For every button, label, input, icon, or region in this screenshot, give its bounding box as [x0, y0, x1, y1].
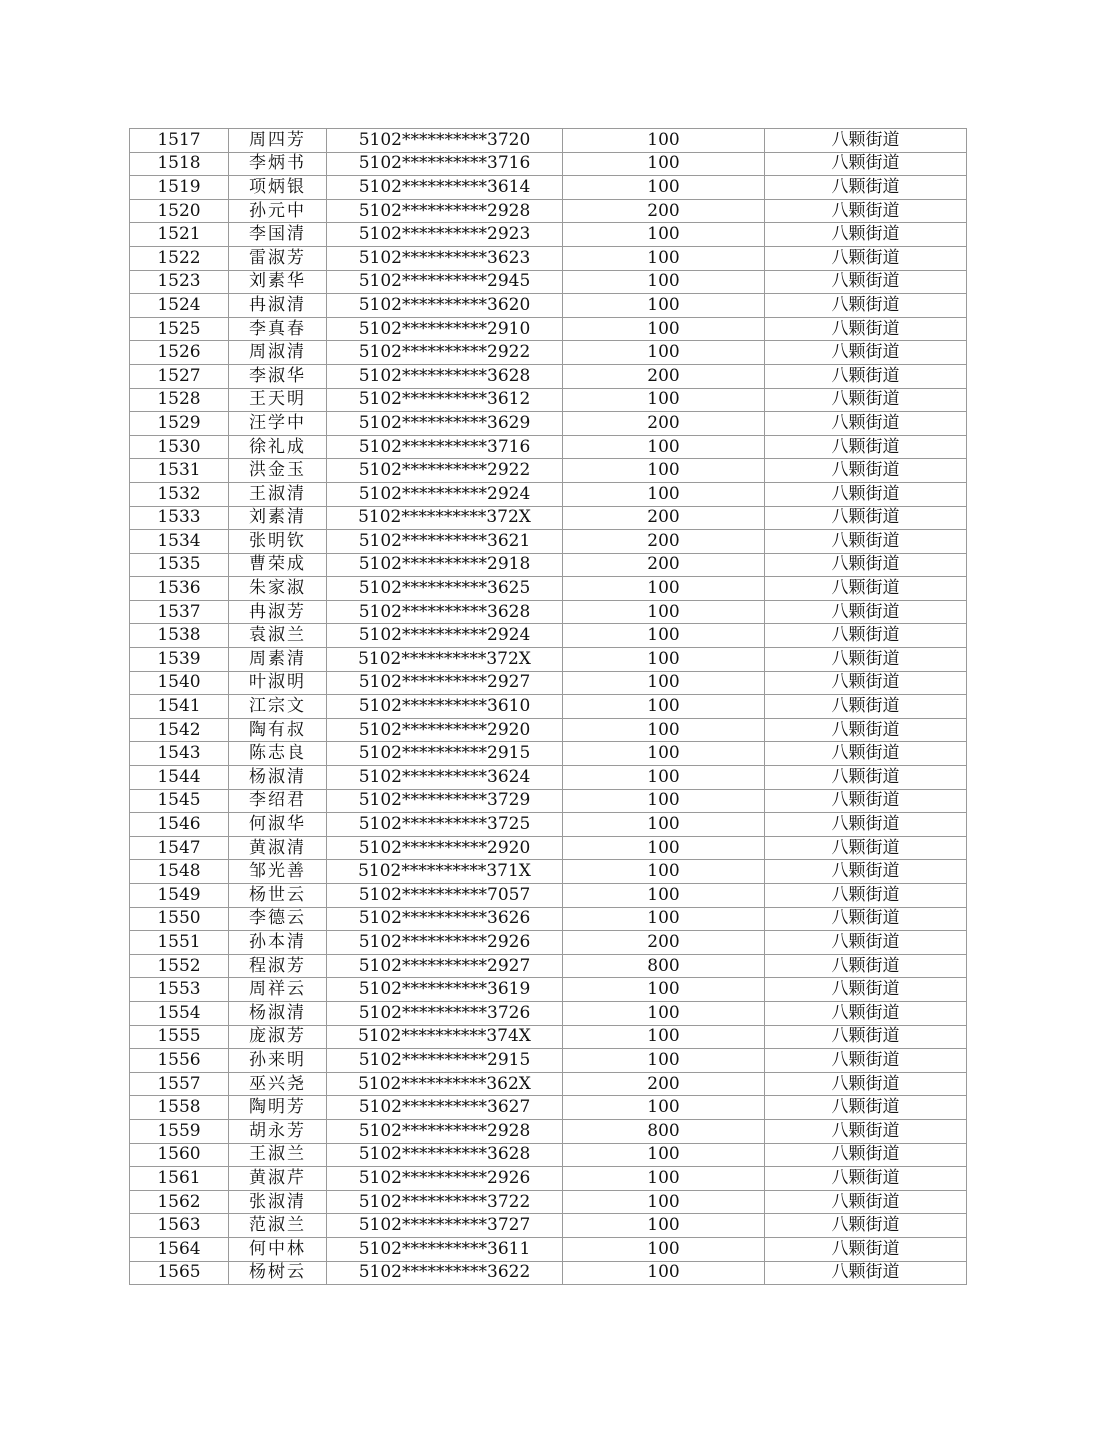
name-cell: 孙来明 [229, 1049, 327, 1073]
id-number-cell: 5102**********362X [327, 1072, 563, 1096]
table-row [130, 246, 967, 270]
id-number-cell: 5102**********2922 [327, 341, 563, 365]
row-number-cell: 1540 [130, 671, 229, 695]
table-row [130, 270, 967, 294]
row-number-cell: 1551 [130, 931, 229, 955]
name-cell: 朱家淑 [229, 577, 327, 601]
street-cell: 八颗街道 [765, 1167, 967, 1191]
amount-cell: 100 [563, 270, 765, 294]
street-cell: 八颗街道 [765, 648, 967, 672]
street-cell: 八颗街道 [765, 1119, 967, 1143]
id-number-cell: 5102**********3626 [327, 907, 563, 931]
name-cell: 杨淑清 [229, 766, 327, 790]
table-row [130, 648, 967, 672]
street-cell: 八颗街道 [765, 199, 967, 223]
id-number-cell: 5102**********3628 [327, 1143, 563, 1167]
id-number-cell: 5102**********3611 [327, 1237, 563, 1261]
street-cell: 八颗街道 [765, 506, 967, 530]
table-row [130, 1119, 967, 1143]
table-row [130, 317, 967, 341]
row-number-cell: 1561 [130, 1167, 229, 1191]
street-cell: 八颗街道 [765, 1190, 967, 1214]
id-number-cell: 5102**********3726 [327, 1001, 563, 1025]
amount-cell: 100 [563, 836, 765, 860]
id-number-cell: 5102**********2945 [327, 270, 563, 294]
id-number-cell: 5102**********2927 [327, 671, 563, 695]
street-cell: 八颗街道 [765, 1237, 967, 1261]
row-number-cell: 1560 [130, 1143, 229, 1167]
amount-cell: 100 [563, 294, 765, 318]
table-row [130, 577, 967, 601]
street-cell: 八颗街道 [765, 671, 967, 695]
street-cell: 八颗街道 [765, 1025, 967, 1049]
id-number-cell: 5102**********3628 [327, 600, 563, 624]
table-row [130, 364, 967, 388]
id-number-cell: 5102**********2926 [327, 1167, 563, 1191]
id-number-cell: 5102**********3621 [327, 530, 563, 554]
amount-cell: 100 [563, 1049, 765, 1073]
id-number-cell: 5102**********3610 [327, 695, 563, 719]
row-number-cell: 1523 [130, 270, 229, 294]
street-cell: 八颗街道 [765, 718, 967, 742]
amount-cell: 100 [563, 1167, 765, 1191]
name-cell: 袁淑兰 [229, 624, 327, 648]
street-cell: 八颗街道 [765, 341, 967, 365]
amount-cell: 100 [563, 695, 765, 719]
street-cell: 八颗街道 [765, 553, 967, 577]
id-number-cell: 5102**********3624 [327, 766, 563, 790]
amount-cell: 100 [563, 1025, 765, 1049]
table-row [130, 884, 967, 908]
id-number-cell: 5102**********3725 [327, 813, 563, 837]
street-cell: 八颗街道 [765, 246, 967, 270]
table-row [130, 718, 967, 742]
amount-cell: 200 [563, 1072, 765, 1096]
street-cell: 八颗街道 [765, 766, 967, 790]
row-number-cell: 1555 [130, 1025, 229, 1049]
id-number-cell: 5102**********3627 [327, 1096, 563, 1120]
row-number-cell: 1554 [130, 1001, 229, 1025]
amount-cell: 100 [563, 648, 765, 672]
row-number-cell: 1528 [130, 388, 229, 412]
amount-cell: 100 [563, 789, 765, 813]
row-number-cell: 1541 [130, 695, 229, 719]
row-number-cell: 1521 [130, 223, 229, 247]
row-number-cell: 1539 [130, 648, 229, 672]
table-row [130, 600, 967, 624]
name-cell: 张明钦 [229, 530, 327, 554]
name-cell: 李绍君 [229, 789, 327, 813]
table-row [130, 695, 967, 719]
table-row [130, 789, 967, 813]
row-number-cell: 1558 [130, 1096, 229, 1120]
name-cell: 黄淑清 [229, 836, 327, 860]
name-cell: 叶淑明 [229, 671, 327, 695]
table-row [130, 294, 967, 318]
row-number-cell: 1517 [130, 129, 229, 153]
row-number-cell: 1552 [130, 954, 229, 978]
amount-cell: 100 [563, 459, 765, 483]
id-number-cell: 5102**********2924 [327, 624, 563, 648]
name-cell: 洪金玉 [229, 459, 327, 483]
name-cell: 胡永芳 [229, 1119, 327, 1143]
table-row [130, 412, 967, 436]
id-number-cell: 5102**********2924 [327, 482, 563, 506]
street-cell: 八颗街道 [765, 1143, 967, 1167]
row-number-cell: 1559 [130, 1119, 229, 1143]
row-number-cell: 1550 [130, 907, 229, 931]
row-number-cell: 1534 [130, 530, 229, 554]
name-cell: 邹光善 [229, 860, 327, 884]
row-number-cell: 1524 [130, 294, 229, 318]
street-cell: 八颗街道 [765, 530, 967, 554]
id-number-cell: 5102**********2928 [327, 1119, 563, 1143]
table-row [130, 742, 967, 766]
id-number-cell: 5102**********3727 [327, 1214, 563, 1238]
street-cell: 八颗街道 [765, 884, 967, 908]
row-number-cell: 1533 [130, 506, 229, 530]
amount-cell: 100 [563, 671, 765, 695]
amount-cell: 100 [563, 152, 765, 176]
street-cell: 八颗街道 [765, 1261, 967, 1285]
id-number-cell: 5102**********3629 [327, 412, 563, 436]
table-row [130, 530, 967, 554]
street-cell: 八颗街道 [765, 176, 967, 200]
amount-cell: 100 [563, 1001, 765, 1025]
row-number-cell: 1556 [130, 1049, 229, 1073]
row-number-cell: 1547 [130, 836, 229, 860]
name-cell: 张淑清 [229, 1190, 327, 1214]
table-row [130, 931, 967, 955]
name-cell: 冉淑清 [229, 294, 327, 318]
street-cell: 八颗街道 [765, 317, 967, 341]
amount-cell: 100 [563, 317, 765, 341]
amount-cell: 100 [563, 813, 765, 837]
street-cell: 八颗街道 [765, 270, 967, 294]
table-row [130, 766, 967, 790]
amount-cell: 100 [563, 1214, 765, 1238]
row-number-cell: 1519 [130, 176, 229, 200]
table-row [130, 1190, 967, 1214]
id-number-cell: 5102**********2927 [327, 954, 563, 978]
id-number-cell: 5102**********3729 [327, 789, 563, 813]
table-row [130, 341, 967, 365]
amount-cell: 100 [563, 860, 765, 884]
street-cell: 八颗街道 [765, 742, 967, 766]
id-number-cell: 5102**********3620 [327, 294, 563, 318]
id-number-cell: 5102**********372X [327, 506, 563, 530]
table-row [130, 129, 967, 153]
street-cell: 八颗街道 [765, 435, 967, 459]
row-number-cell: 1535 [130, 553, 229, 577]
name-cell: 周素清 [229, 648, 327, 672]
id-number-cell: 5102**********3628 [327, 364, 563, 388]
name-cell: 雷淑芳 [229, 246, 327, 270]
name-cell: 何淑华 [229, 813, 327, 837]
row-number-cell: 1543 [130, 742, 229, 766]
row-number-cell: 1549 [130, 884, 229, 908]
name-cell: 孙元中 [229, 199, 327, 223]
name-cell: 庞淑芳 [229, 1025, 327, 1049]
amount-cell: 100 [563, 624, 765, 648]
row-number-cell: 1564 [130, 1237, 229, 1261]
street-cell: 八颗街道 [765, 931, 967, 955]
table-row [130, 1143, 967, 1167]
id-number-cell: 5102**********2922 [327, 459, 563, 483]
street-cell: 八颗街道 [765, 1049, 967, 1073]
table-row [130, 435, 967, 459]
row-number-cell: 1563 [130, 1214, 229, 1238]
amount-cell: 100 [563, 223, 765, 247]
row-number-cell: 1529 [130, 412, 229, 436]
name-cell: 孙本清 [229, 931, 327, 955]
table-row [130, 482, 967, 506]
id-number-cell: 5102**********3623 [327, 246, 563, 270]
table-row [130, 1025, 967, 1049]
id-number-cell: 5102**********3622 [327, 1261, 563, 1285]
name-cell: 项炳银 [229, 176, 327, 200]
name-cell: 李炳书 [229, 152, 327, 176]
amount-cell: 100 [563, 341, 765, 365]
amount-cell: 100 [563, 742, 765, 766]
street-cell: 八颗街道 [765, 412, 967, 436]
id-number-cell: 5102**********3612 [327, 388, 563, 412]
row-number-cell: 1544 [130, 766, 229, 790]
amount-cell: 100 [563, 718, 765, 742]
id-number-cell: 5102**********2920 [327, 718, 563, 742]
name-cell: 王淑兰 [229, 1143, 327, 1167]
name-cell: 杨世云 [229, 884, 327, 908]
name-cell: 周淑清 [229, 341, 327, 365]
table-row [130, 199, 967, 223]
name-cell: 周四芳 [229, 129, 327, 153]
row-number-cell: 1537 [130, 600, 229, 624]
table-row [130, 1001, 967, 1025]
name-cell: 徐礼成 [229, 435, 327, 459]
amount-cell: 100 [563, 884, 765, 908]
id-number-cell: 5102**********3716 [327, 152, 563, 176]
table-row [130, 860, 967, 884]
table-row [130, 813, 967, 837]
street-cell: 八颗街道 [765, 860, 967, 884]
id-number-cell: 5102**********2923 [327, 223, 563, 247]
row-number-cell: 1565 [130, 1261, 229, 1285]
name-cell: 刘素华 [229, 270, 327, 294]
id-number-cell: 5102**********3619 [327, 978, 563, 1002]
table-row [130, 624, 967, 648]
id-number-cell: 5102**********371X [327, 860, 563, 884]
table-row [130, 152, 967, 176]
name-cell: 李德云 [229, 907, 327, 931]
table-row [130, 223, 967, 247]
table-body [130, 129, 967, 1285]
table-row [130, 553, 967, 577]
id-number-cell: 5102**********2920 [327, 836, 563, 860]
id-number-cell: 5102**********2918 [327, 553, 563, 577]
table-row [130, 1214, 967, 1238]
name-cell: 刘素清 [229, 506, 327, 530]
row-number-cell: 1530 [130, 435, 229, 459]
row-number-cell: 1553 [130, 978, 229, 1002]
row-number-cell: 1526 [130, 341, 229, 365]
street-cell: 八颗街道 [765, 907, 967, 931]
id-number-cell: 5102**********2915 [327, 1049, 563, 1073]
amount-cell: 100 [563, 766, 765, 790]
table-row [130, 1261, 967, 1285]
amount-cell: 100 [563, 435, 765, 459]
amount-cell: 100 [563, 1261, 765, 1285]
amount-cell: 100 [563, 246, 765, 270]
amount-cell: 100 [563, 1237, 765, 1261]
id-number-cell: 5102**********7057 [327, 884, 563, 908]
amount-cell: 200 [563, 412, 765, 436]
amount-cell: 100 [563, 978, 765, 1002]
table-row [130, 1237, 967, 1261]
table-row [130, 459, 967, 483]
table-row [130, 978, 967, 1002]
id-number-cell: 5102**********374X [327, 1025, 563, 1049]
street-cell: 八颗街道 [765, 364, 967, 388]
amount-cell: 200 [563, 506, 765, 530]
row-number-cell: 1557 [130, 1072, 229, 1096]
table-row [130, 1049, 967, 1073]
table-row [130, 388, 967, 412]
amount-cell: 200 [563, 364, 765, 388]
id-number-cell: 5102**********3625 [327, 577, 563, 601]
amount-cell: 800 [563, 954, 765, 978]
row-number-cell: 1525 [130, 317, 229, 341]
table-row [130, 506, 967, 530]
name-cell: 周祥云 [229, 978, 327, 1002]
table-row [130, 176, 967, 200]
amount-cell: 200 [563, 553, 765, 577]
name-cell: 王淑清 [229, 482, 327, 506]
amount-cell: 800 [563, 1119, 765, 1143]
name-cell: 王天明 [229, 388, 327, 412]
amount-cell: 100 [563, 129, 765, 153]
row-number-cell: 1532 [130, 482, 229, 506]
name-cell: 曹荣成 [229, 553, 327, 577]
row-number-cell: 1538 [130, 624, 229, 648]
id-number-cell: 5102**********2915 [327, 742, 563, 766]
name-cell: 陶明芳 [229, 1096, 327, 1120]
amount-cell: 200 [563, 530, 765, 554]
name-cell: 杨树云 [229, 1261, 327, 1285]
row-number-cell: 1546 [130, 813, 229, 837]
street-cell: 八颗街道 [765, 223, 967, 247]
table-row [130, 1072, 967, 1096]
street-cell: 八颗街道 [765, 978, 967, 1002]
name-cell: 李淑华 [229, 364, 327, 388]
name-cell: 何中林 [229, 1237, 327, 1261]
street-cell: 八颗街道 [765, 836, 967, 860]
row-number-cell: 1518 [130, 152, 229, 176]
subsidy-list-table [129, 128, 967, 1285]
amount-cell: 200 [563, 931, 765, 955]
street-cell: 八颗街道 [765, 600, 967, 624]
amount-cell: 100 [563, 1096, 765, 1120]
name-cell: 李国清 [229, 223, 327, 247]
name-cell: 陈志良 [229, 742, 327, 766]
id-number-cell: 5102**********3720 [327, 129, 563, 153]
table-row [130, 1096, 967, 1120]
name-cell: 范淑兰 [229, 1214, 327, 1238]
amount-cell: 100 [563, 176, 765, 200]
row-number-cell: 1542 [130, 718, 229, 742]
street-cell: 八颗街道 [765, 129, 967, 153]
row-number-cell: 1562 [130, 1190, 229, 1214]
street-cell: 八颗街道 [765, 954, 967, 978]
id-number-cell: 5102**********2926 [327, 931, 563, 955]
street-cell: 八颗街道 [765, 294, 967, 318]
name-cell: 黄淑芹 [229, 1167, 327, 1191]
row-number-cell: 1545 [130, 789, 229, 813]
street-cell: 八颗街道 [765, 152, 967, 176]
street-cell: 八颗街道 [765, 388, 967, 412]
id-number-cell: 5102**********372X [327, 648, 563, 672]
name-cell: 巫兴尧 [229, 1072, 327, 1096]
street-cell: 八颗街道 [765, 1096, 967, 1120]
street-cell: 八颗街道 [765, 789, 967, 813]
table-row [130, 954, 967, 978]
table-row [130, 836, 967, 860]
row-number-cell: 1548 [130, 860, 229, 884]
row-number-cell: 1527 [130, 364, 229, 388]
id-number-cell: 5102**********3614 [327, 176, 563, 200]
amount-cell: 100 [563, 907, 765, 931]
amount-cell: 100 [563, 388, 765, 412]
street-cell: 八颗街道 [765, 1001, 967, 1025]
table-row [130, 1167, 967, 1191]
name-cell: 汪学中 [229, 412, 327, 436]
street-cell: 八颗街道 [765, 459, 967, 483]
id-number-cell: 5102**********2910 [327, 317, 563, 341]
amount-cell: 100 [563, 600, 765, 624]
street-cell: 八颗街道 [765, 695, 967, 719]
street-cell: 八颗街道 [765, 813, 967, 837]
street-cell: 八颗街道 [765, 577, 967, 601]
id-number-cell: 5102**********3722 [327, 1190, 563, 1214]
amount-cell: 200 [563, 199, 765, 223]
street-cell: 八颗街道 [765, 1214, 967, 1238]
amount-cell: 100 [563, 1143, 765, 1167]
amount-cell: 100 [563, 1190, 765, 1214]
row-number-cell: 1520 [130, 199, 229, 223]
row-number-cell: 1522 [130, 246, 229, 270]
name-cell: 程淑芳 [229, 954, 327, 978]
id-number-cell: 5102**********2928 [327, 199, 563, 223]
name-cell: 冉淑芳 [229, 600, 327, 624]
amount-cell: 100 [563, 577, 765, 601]
street-cell: 八颗街道 [765, 1072, 967, 1096]
name-cell: 李真春 [229, 317, 327, 341]
name-cell: 杨淑清 [229, 1001, 327, 1025]
street-cell: 八颗街道 [765, 624, 967, 648]
row-number-cell: 1531 [130, 459, 229, 483]
id-number-cell: 5102**********3716 [327, 435, 563, 459]
name-cell: 陶有叔 [229, 718, 327, 742]
table-row [130, 671, 967, 695]
street-cell: 八颗街道 [765, 482, 967, 506]
name-cell: 江宗文 [229, 695, 327, 719]
amount-cell: 100 [563, 482, 765, 506]
row-number-cell: 1536 [130, 577, 229, 601]
table-row [130, 907, 967, 931]
